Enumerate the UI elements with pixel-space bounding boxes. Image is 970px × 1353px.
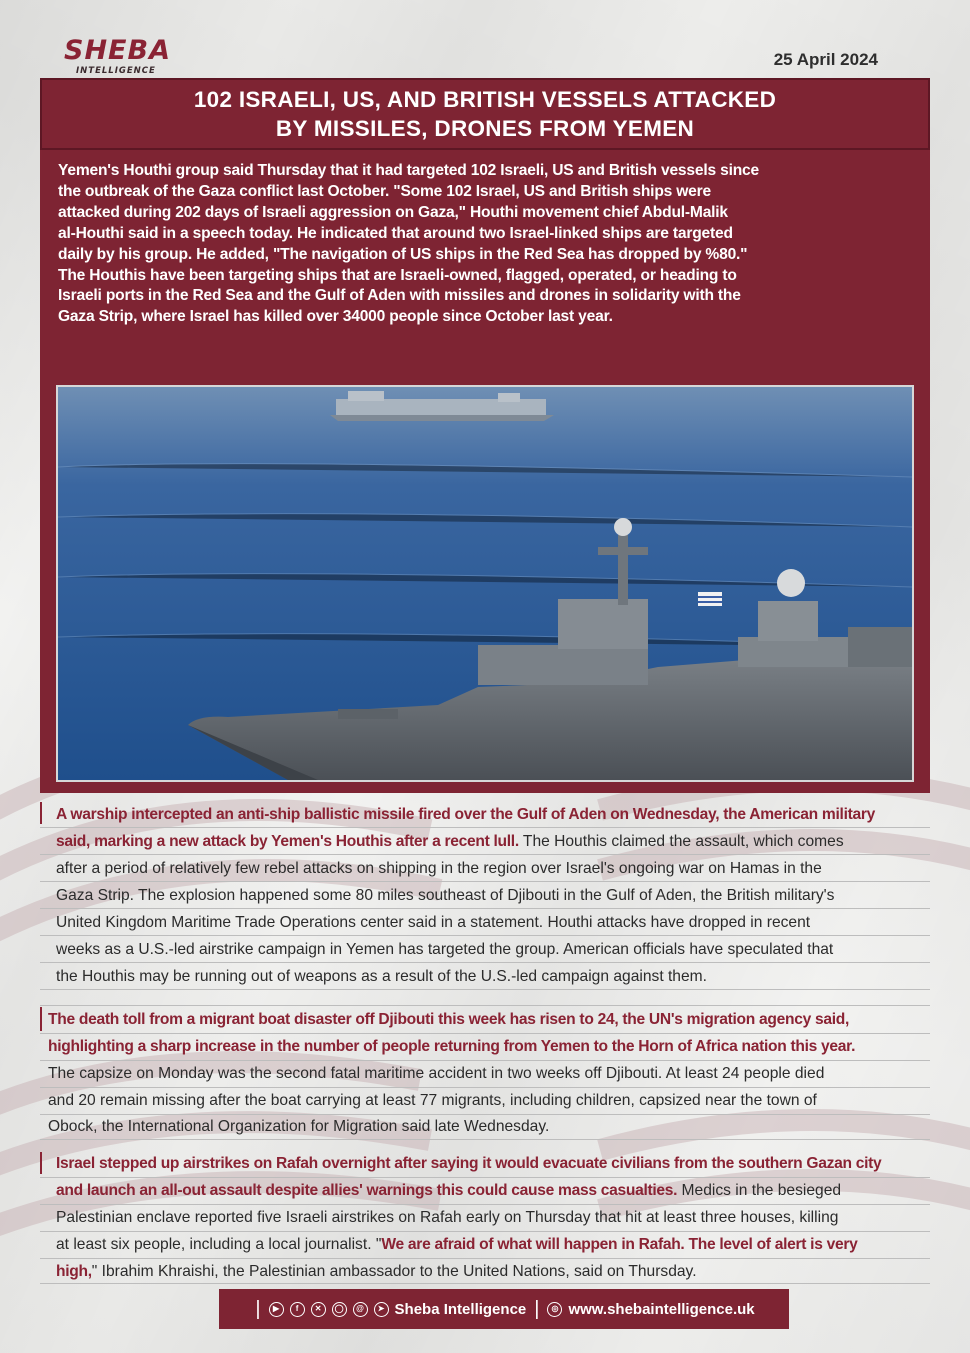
divider xyxy=(40,962,930,963)
article-line xyxy=(56,1261,697,1283)
facebook-icon[interactable]: f xyxy=(290,1302,305,1317)
divider xyxy=(40,827,930,828)
article-highlight: A warship intercepted an anti-ship ballistic missile fired over the Gulf of Aden on Wednesday, the American military xyxy=(56,806,876,823)
article-line: United Kingdom Maritime Trade Operations center said in a statement. Houthi attacks have dropped in recent xyxy=(56,914,811,931)
x-icon[interactable]: ✕ xyxy=(311,1302,326,1317)
instagram-icon[interactable]: ◯ xyxy=(332,1302,347,1317)
headline-line-1: 102 ISRAELI, US, AND BRITISH VESSELS ATTACKED xyxy=(193,87,777,112)
divider xyxy=(40,1087,930,1088)
divider xyxy=(40,1204,930,1205)
article-quote: high, xyxy=(56,1263,92,1280)
accent-bar xyxy=(40,1007,42,1031)
lead-line: The Houthis have been targeting ships that are Israeli-owned, flagged, operated, or heading to xyxy=(58,266,737,284)
article-line: weeks as a U.S.-led airstrike campaign in Yemen has targeted the group. American officials have speculated that xyxy=(56,941,834,958)
divider xyxy=(40,854,930,855)
divider xyxy=(40,989,930,990)
divider xyxy=(40,935,930,936)
article-line: after a period of relatively few rebel attacks on shipping in the region over Israel's ongoing war on Hamas in the xyxy=(56,860,822,877)
article-line: Gaza Strip. The explosion happened some 80 miles southeast of Djibouti in the Gulf of Aden, the British military's xyxy=(56,887,835,904)
threads-icon[interactable]: @ xyxy=(353,1302,368,1317)
article-text: " Ibrahim Khraishi, the Palestinian ambassador to the United Nations, said on Thursday. xyxy=(91,1263,697,1280)
divider xyxy=(40,1114,930,1115)
telegram-icon[interactable]: ➤ xyxy=(374,1302,389,1317)
divider xyxy=(40,1005,930,1006)
lead-line: Gaza Strip, where Israel has killed over 34000 people since October last year. xyxy=(58,308,613,326)
article-highlight: highlighting a sharp increase in the number of people returning from Yemen to the Horn of Africa nation this year. xyxy=(48,1038,856,1055)
warship-photo xyxy=(56,385,914,782)
logo-sub-text: INTELLIGENCE xyxy=(76,66,156,76)
lead-line: al-Houthi said in a speech today. He indicated that around two Israel-linked ships are targeted xyxy=(58,224,733,242)
lead-line: daily by his group. He added, "The navigation of US ships in the Red Sea has dropped by %80." xyxy=(58,245,748,263)
divider xyxy=(40,1139,930,1140)
issue-date: 25 April 2024 xyxy=(773,50,878,69)
article-line: the Houthis may be running out of weapons as a result of the U.S.-led campaign against them. xyxy=(56,968,707,985)
article-text: at least six people, including a local journalist. " xyxy=(56,1236,382,1253)
lead-line: Israeli ports in the Red Sea and the Gulf of Aden with missiles and drones in solidarity with the xyxy=(58,287,741,305)
youtube-icon[interactable]: ▶ xyxy=(269,1302,284,1317)
globe-icon: ◎ xyxy=(547,1302,562,1317)
article-text: Medics in the besieged xyxy=(677,1182,842,1199)
separator: | xyxy=(534,1297,540,1320)
article-line xyxy=(56,1234,858,1256)
headline-banner xyxy=(40,78,930,150)
logo-main-text: SHEBA xyxy=(64,35,171,66)
lead-line: Yemen's Houthi group said Thursday that it had targeted 102 Israeli, US and British vessels since xyxy=(58,162,759,179)
article-highlight: said, marking a new attack by Yemen's Houthis after a recent lull. xyxy=(56,833,519,850)
article-highlight: Israel stepped up airstrikes on Rafah overnight after saying it would evacuate civilians from the southern Gazan city xyxy=(56,1155,882,1172)
article-migrant-boat xyxy=(40,1005,930,1140)
article-line xyxy=(56,831,844,853)
divider xyxy=(40,881,930,882)
article-text: The Houthis claimed the assault, which comes xyxy=(518,833,844,850)
article-line: The capsize on Monday was the second fatal maritime accident in two weeks off Djibouti. At least 24 people died xyxy=(48,1065,825,1082)
divider xyxy=(40,1283,930,1284)
article-line: Obock, the International Organization for Migration said late Wednesday. xyxy=(48,1118,550,1135)
lead-line: the outbreak of the Gaza conflict last October. "Some 102 Israel, US and British ships were xyxy=(58,182,711,200)
article-line: Palestinian enclave reported five Israeli airstrikes on Rafah early on Thursday that hit at least three houses, killing xyxy=(56,1209,839,1226)
divider xyxy=(40,1258,930,1259)
footer-bar xyxy=(219,1289,789,1329)
separator: | xyxy=(255,1297,261,1320)
lead-story-text xyxy=(58,161,920,328)
logo xyxy=(64,36,184,80)
divider xyxy=(40,1033,930,1034)
lead-line: attacked during 202 days of Israeli aggression on Gaza," Houthi movement chief Abdul-Malik xyxy=(58,203,728,221)
divider xyxy=(40,1177,930,1178)
accent-bar xyxy=(40,802,42,824)
footer-brand: Sheba Intelligence xyxy=(394,1300,527,1318)
article-warship xyxy=(40,802,930,992)
article-line: and 20 remain missing after the boat carrying at least 77 migrants, including children, capsized near the town of xyxy=(48,1092,817,1109)
article-line xyxy=(56,1180,841,1202)
article-highlight: The death toll from a migrant boat disaster off Djibouti this week has risen to 24, the UN's migration agency said, xyxy=(48,1011,850,1028)
article-quote: We are afraid of what will happen in Rafah. The level of alert is very xyxy=(381,1236,858,1253)
headline-line-2: BY MISSILES, DRONES FROM YEMEN xyxy=(275,116,695,141)
footer-website-link[interactable]: www.shebaintelligence.uk xyxy=(568,1300,755,1318)
article-rafah xyxy=(40,1150,930,1285)
divider xyxy=(40,908,930,909)
divider xyxy=(40,1231,930,1232)
article-highlight: and launch an all-out assault despite allies' warnings this could cause mass casualties. xyxy=(56,1182,678,1199)
divider xyxy=(40,1060,930,1061)
accent-bar xyxy=(40,1152,42,1174)
